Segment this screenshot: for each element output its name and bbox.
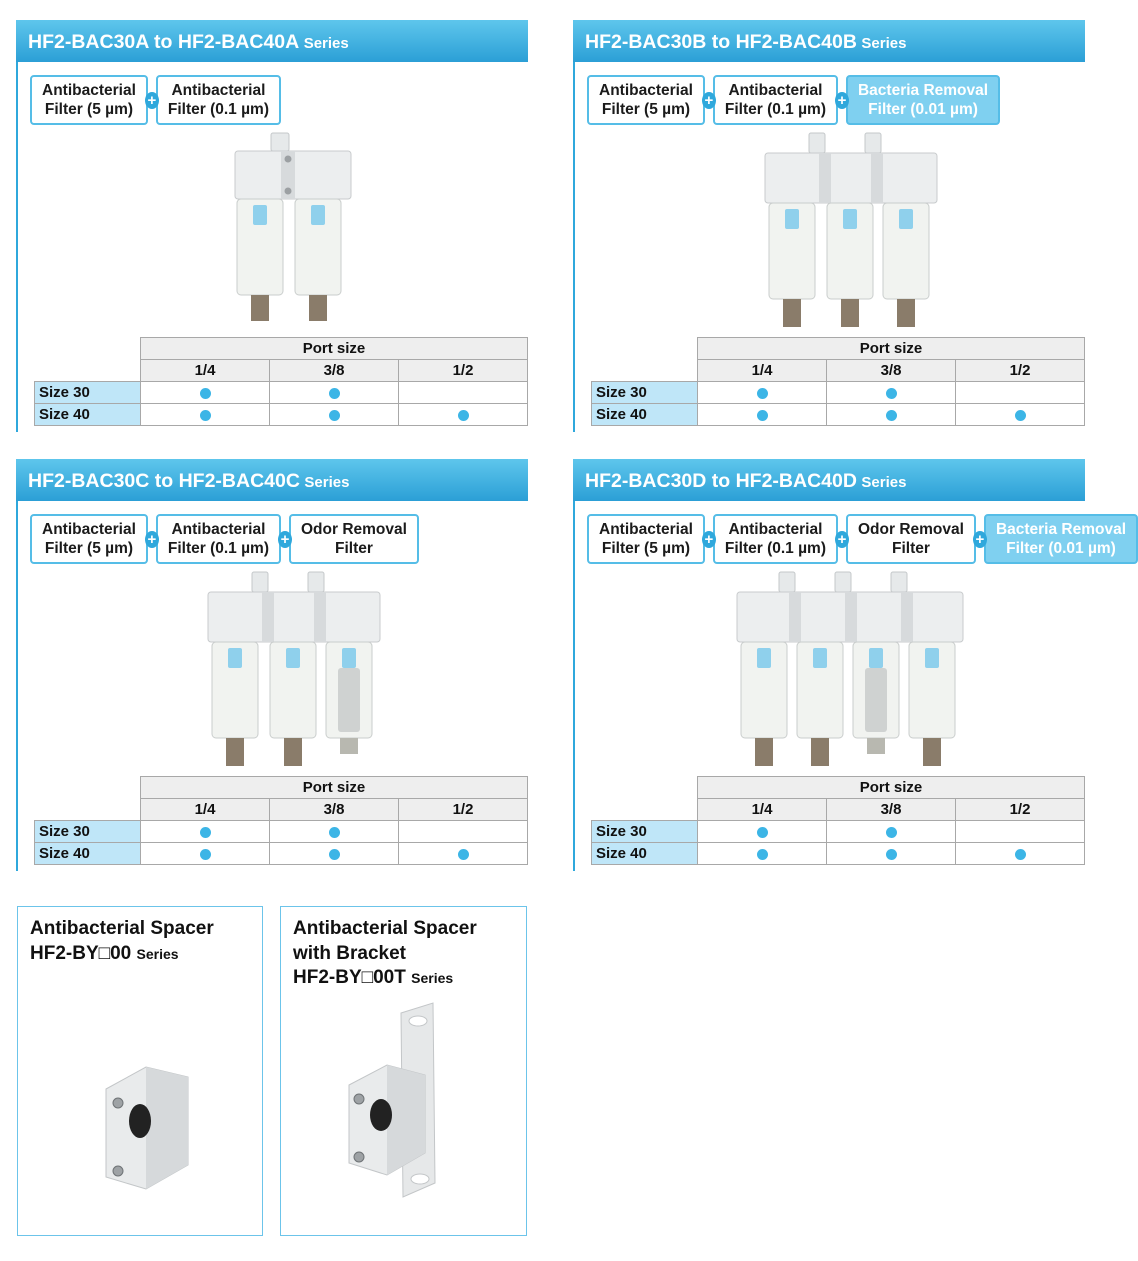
- component-chip: Odor Removal Filter: [846, 514, 976, 564]
- port-size-header: Port size: [141, 777, 528, 799]
- series-panel-b: [573, 20, 1085, 432]
- spacer-card: [280, 906, 527, 1236]
- size-row-label: Size 30: [592, 821, 698, 843]
- available-dot-icon: [886, 849, 897, 860]
- available-dot-icon: [329, 849, 340, 860]
- component-chip: Antibacterial Filter (5 µm): [587, 75, 705, 125]
- available-dot-icon: [757, 849, 768, 860]
- table-corner: [592, 338, 698, 360]
- panel-rule: [16, 459, 18, 871]
- available-dot-icon: [329, 827, 340, 838]
- component-chip: Bacteria Removal Filter (0.01 µm): [984, 514, 1138, 564]
- filter-unit-3-stage-odor-icon: [204, 572, 384, 772]
- spacer-model: HF2-BY□00: [30, 942, 132, 964]
- available-dot-icon: [200, 849, 211, 860]
- table-corner: [35, 338, 141, 360]
- availability-cell: [141, 821, 270, 843]
- panel-rule: [573, 459, 575, 871]
- availability-cell: [270, 843, 399, 865]
- series-panel-a: [16, 20, 528, 432]
- size-row-label: Size 30: [35, 382, 141, 404]
- size-row-label: Size 30: [592, 382, 698, 404]
- spacer-name-line2: with Bracket: [293, 942, 406, 964]
- component-chain: [30, 514, 419, 564]
- port-size-header: Port size: [698, 777, 1085, 799]
- port-size-table: [591, 776, 1085, 865]
- port-size-table: [34, 776, 528, 865]
- spacer-model-line: [30, 942, 214, 967]
- available-dot-icon: [458, 410, 469, 421]
- series-panel-d: [573, 459, 1127, 871]
- availability-cell: [141, 843, 270, 865]
- available-dot-icon: [757, 388, 768, 399]
- component-chip: Antibacterial Filter (5 µm): [30, 514, 148, 564]
- availability-cell: [270, 821, 399, 843]
- table-corner: [35, 360, 141, 382]
- spacer-name: Antibacterial Spacer: [30, 918, 214, 939]
- port-column-header: 1/2: [956, 360, 1085, 382]
- plus-icon: +: [973, 531, 987, 548]
- plus-icon: +: [702, 531, 716, 548]
- available-dot-icon: [886, 827, 897, 838]
- panel-series-label: Series: [861, 35, 907, 52]
- availability-cell: [827, 382, 956, 404]
- panel-title: HF2-BAC30C to HF2-BAC40C: [28, 470, 300, 492]
- port-column-header: 3/8: [827, 360, 956, 382]
- component-chain: [30, 75, 281, 125]
- panel-header: [573, 459, 1085, 501]
- available-dot-icon: [886, 388, 897, 399]
- available-dot-icon: [329, 388, 340, 399]
- plus-icon: +: [835, 531, 849, 548]
- port-size-table: [591, 337, 1085, 426]
- availability-cell: [399, 843, 528, 865]
- availability-cell: [399, 404, 528, 426]
- component-chip: Antibacterial Filter (0.1 µm): [156, 514, 281, 564]
- port-column-header: 1/4: [698, 799, 827, 821]
- availability-cell: [141, 382, 270, 404]
- availability-cell: [827, 821, 956, 843]
- spacer-series-label: Series: [136, 945, 179, 962]
- panel-rule: [573, 20, 575, 432]
- availability-cell: [956, 404, 1085, 426]
- available-dot-icon: [200, 827, 211, 838]
- component-chip: Antibacterial Filter (5 µm): [30, 75, 148, 125]
- available-dot-icon: [329, 410, 340, 421]
- filter-unit-4-stage-icon: [733, 572, 967, 772]
- port-column-header: 1/4: [141, 799, 270, 821]
- availability-cell: [399, 821, 528, 843]
- port-column-header: 1/4: [141, 360, 270, 382]
- availability-cell: [956, 382, 1085, 404]
- table-corner: [35, 777, 141, 799]
- available-dot-icon: [757, 827, 768, 838]
- port-column-header: 3/8: [270, 360, 399, 382]
- available-dot-icon: [458, 849, 469, 860]
- panel-title: HF2-BAC30B to HF2-BAC40B: [585, 31, 857, 53]
- availability-cell: [698, 404, 827, 426]
- series-panel-c: [16, 459, 528, 871]
- table-corner: [592, 799, 698, 821]
- panel-series-label: Series: [861, 474, 907, 491]
- component-chip: Antibacterial Filter (0.1 µm): [713, 514, 838, 564]
- availability-cell: [956, 843, 1085, 865]
- port-column-header: 1/4: [698, 360, 827, 382]
- port-size-header: Port size: [698, 338, 1085, 360]
- port-column-header: 1/2: [399, 799, 528, 821]
- availability-cell: [399, 382, 528, 404]
- spacer-name: Antibacterial Spacer: [293, 918, 477, 939]
- available-dot-icon: [200, 410, 211, 421]
- antibacterial-spacer-icon: [102, 1057, 202, 1207]
- port-column-header: 3/8: [270, 799, 399, 821]
- available-dot-icon: [1015, 849, 1026, 860]
- table-corner: [592, 777, 698, 799]
- port-column-header: 1/2: [956, 799, 1085, 821]
- component-chip: Odor Removal Filter: [289, 514, 419, 564]
- component-chip: Bacteria Removal Filter (0.01 µm): [846, 75, 1000, 125]
- availability-cell: [698, 382, 827, 404]
- spacer-model: HF2-BY□00T: [293, 967, 406, 988]
- spacer-title: [30, 917, 214, 966]
- available-dot-icon: [200, 388, 211, 399]
- port-size-table: [34, 337, 528, 426]
- size-row-label: Size 30: [35, 821, 141, 843]
- panel-title: HF2-BAC30D to HF2-BAC40D: [585, 470, 857, 492]
- spacer-card: [17, 906, 263, 1236]
- panel-series-label: Series: [304, 474, 350, 491]
- component-chip: Antibacterial Filter (0.1 µm): [713, 75, 838, 125]
- available-dot-icon: [1015, 410, 1026, 421]
- port-size-header: Port size: [141, 338, 528, 360]
- component-chain: [587, 75, 1000, 125]
- antibacterial-spacer-bracket-icon: [343, 1003, 453, 1203]
- plus-icon: +: [835, 92, 849, 109]
- plus-icon: +: [145, 531, 159, 548]
- available-dot-icon: [886, 410, 897, 421]
- size-row-label: Size 40: [35, 843, 141, 865]
- filter-unit-3-stage-icon: [761, 133, 941, 333]
- port-column-header: 1/2: [399, 360, 528, 382]
- table-corner: [35, 799, 141, 821]
- spacer-title: [293, 917, 477, 991]
- spacer-series-label: Series: [411, 970, 454, 986]
- panel-series-label: Series: [303, 35, 349, 52]
- filter-unit-2-stage-icon: [231, 133, 355, 331]
- size-row-label: Size 40: [592, 404, 698, 426]
- size-row-label: Size 40: [592, 843, 698, 865]
- availability-cell: [827, 843, 956, 865]
- availability-cell: [698, 821, 827, 843]
- availability-cell: [827, 404, 956, 426]
- component-chain: [587, 514, 1138, 564]
- panel-rule: [16, 20, 18, 432]
- port-column-header: 3/8: [827, 799, 956, 821]
- size-row-label: Size 40: [35, 404, 141, 426]
- panel-title: HF2-BAC30A to HF2-BAC40A: [28, 31, 300, 53]
- component-chip: Antibacterial Filter (0.1 µm): [156, 75, 281, 125]
- table-corner: [592, 360, 698, 382]
- panel-header: [16, 459, 528, 501]
- availability-cell: [141, 404, 270, 426]
- available-dot-icon: [757, 410, 768, 421]
- panel-header: [573, 20, 1085, 62]
- panel-header: [16, 20, 528, 62]
- availability-cell: [270, 382, 399, 404]
- plus-icon: +: [702, 92, 716, 109]
- component-chip: Antibacterial Filter (5 µm): [587, 514, 705, 564]
- availability-cell: [698, 843, 827, 865]
- availability-cell: [270, 404, 399, 426]
- spacer-model-line: [293, 966, 477, 991]
- plus-icon: +: [145, 92, 159, 109]
- availability-cell: [956, 821, 1085, 843]
- plus-icon: +: [278, 531, 292, 548]
